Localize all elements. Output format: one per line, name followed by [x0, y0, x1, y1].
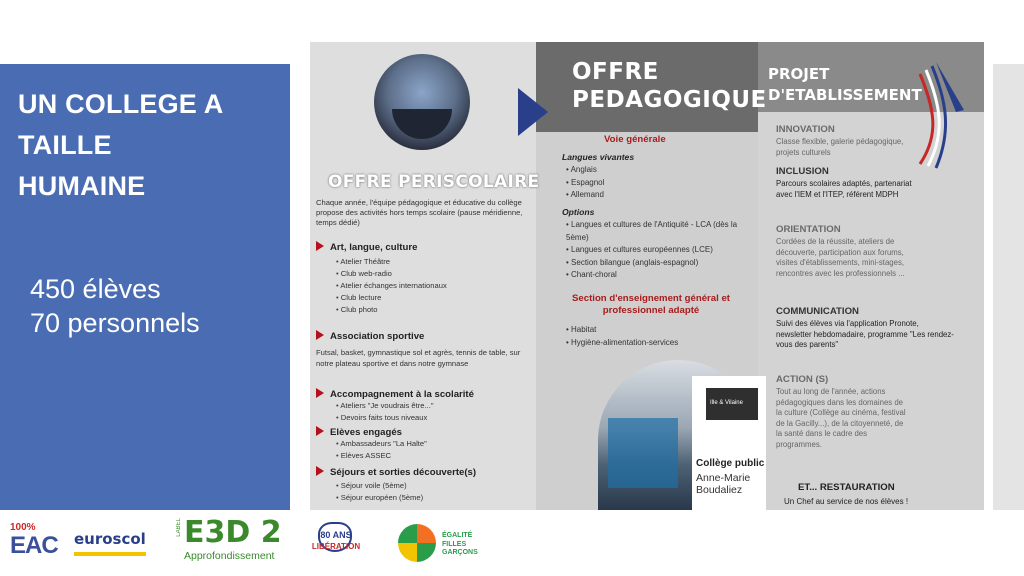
triangle-bullet-icon: [316, 330, 324, 340]
block-text: Tout au long de l'année, actions pédagogiques dans les domaines de la culture (Collège au cinéma, festival de la Gacilly...), de la citoyenneté, de la santé dans le cadre des programmes.: [776, 387, 906, 449]
egalite-line: FILLES: [442, 540, 467, 548]
triangle-bullet-icon: [316, 426, 324, 436]
list-item: • Chant-choral: [566, 269, 746, 282]
bullet-list: [566, 219, 746, 282]
list-item: • Club web-radio: [336, 268, 447, 280]
stats: [30, 272, 200, 340]
block-title-innovation: INNOVATION: [776, 124, 835, 135]
students-photo: [374, 54, 470, 150]
pedagogique-heading: [572, 58, 767, 114]
list-item: • Allemand: [566, 189, 604, 202]
bullet-list: [336, 438, 427, 462]
block-title-actions: ACTION (S): [776, 374, 829, 385]
restauration-title: ET... RESTAURATION: [798, 482, 895, 493]
title-line: TAILLE: [18, 130, 112, 160]
eac-logo-top: 100%: [10, 522, 36, 533]
title-panel: [0, 64, 290, 510]
block-text: Parcours scolaires adaptés, partenariat avec l'IEM et l'ITEP, référent MDPH: [776, 179, 912, 199]
title-line: UN COLLEGE A: [18, 89, 224, 119]
slide-title: [18, 84, 278, 207]
egalite-circle-icon: [398, 524, 436, 562]
bullet-list: [566, 164, 604, 202]
college-name: Collège public: [696, 458, 765, 469]
periscolaire-heading: OFFRE PERISCOLAIRE: [328, 172, 540, 192]
list-item: • Langues et cultures européennes (LCE): [566, 244, 746, 257]
section-title: Art, langue, culture: [316, 241, 417, 253]
block-title-communication: COMMUNICATION: [776, 306, 859, 317]
list-item: • Séjour européen (5ème): [336, 492, 423, 504]
langues-title: Langues vivantes: [562, 152, 635, 162]
euroscol-logo: [74, 530, 154, 558]
egalite-line: ÉGALITÉ: [442, 532, 473, 539]
heading-line: D'ETABLISSEMENT: [768, 86, 922, 104]
eac-logo: [10, 522, 58, 570]
bullet-list: [336, 256, 447, 316]
list-item: • Atelier Théâtre: [336, 256, 447, 268]
block-text: Classe flexible, galerie pédagogique, projets culturels: [776, 137, 904, 157]
list-item: • Habitat: [566, 324, 678, 337]
triangle-bullet-icon: [316, 466, 324, 476]
block-title-inclusion: INCLUSION: [776, 166, 829, 177]
egalite-logo: [398, 524, 488, 564]
periscolaire-intro: Chaque année, l'équipe pédagogique et éducative du collège propose des activités hors temps scolaire (pause méridienne, temps dédié): [316, 198, 523, 227]
list-item: • Ateliers "Je voudrais être...": [336, 400, 434, 412]
section-title: Séjours et sorties découverte(s): [316, 466, 476, 478]
section-title: Elèves engagés: [316, 426, 402, 438]
brochure-image: [310, 42, 984, 510]
egalite-text: [442, 532, 478, 558]
segpa-title: Section d'enseignement général et professionnel adapté: [572, 293, 730, 316]
heading-line: OFFRE: [572, 59, 659, 85]
triangle-bullet-icon: [316, 388, 324, 398]
stat-staff: 70 personnels: [30, 308, 200, 338]
list-item: • Devoirs faits tous niveaux: [336, 412, 434, 424]
e3d-logo-text: E3D 2: [184, 515, 282, 550]
list-item: • Langues et cultures de l'Antiquité - LCA (dès la 5ème): [566, 219, 746, 244]
bullet-list: [336, 400, 434, 424]
triangle-arrow-icon: [518, 88, 548, 136]
list-item: • Espagnol: [566, 177, 604, 190]
list-item: • Atelier échanges internationaux: [336, 280, 447, 292]
decorative-strip: [993, 64, 1024, 510]
projet-heading: [768, 64, 922, 106]
options-title: Options: [562, 207, 595, 217]
list-item: • Club photo: [336, 304, 447, 316]
e3d-logo-sub: Approfondissement: [184, 550, 275, 562]
title-line: HUMAINE: [18, 171, 146, 201]
bullet-list: [566, 324, 678, 349]
euroscol-logo-text: euroscol: [74, 530, 146, 548]
block-text: Suivi des élèves via l'application Pronote, newsletter hebdomadaire, programme "Les rendez-vous des parents": [776, 319, 954, 349]
list-item: • Séjour voile (5ème): [336, 480, 423, 492]
department-logo: [706, 388, 758, 420]
block-title-orientation: ORIENTATION: [776, 224, 841, 235]
egalite-line: GARÇONS: [442, 549, 478, 556]
ans-text: 80 ANS: [320, 530, 352, 540]
bullet-list: [336, 480, 423, 504]
college-subname: Anne-Marie Boudaliez: [696, 472, 751, 496]
list-item: • Section bilangue (anglais-espagnol): [566, 257, 746, 270]
voie-generale-title: Voie générale: [604, 134, 666, 145]
section-title: Association sportive: [316, 330, 424, 342]
list-item: • Elèves ASSEC: [336, 450, 427, 462]
triangle-bullet-icon: [316, 241, 324, 251]
stat-students: 450 élèves: [30, 274, 161, 304]
section-title: Accompagnement à la scolarité: [316, 388, 474, 400]
liberation-80-logo: [304, 518, 368, 572]
e3d-label-logo: [176, 516, 288, 574]
heading-line: PROJET: [768, 65, 830, 83]
block-text: Cordées de la réussite, ateliers de découverte, participation aux forums, visites d'établissements, mini-stages, rencontres avec les professionnels ...: [776, 237, 905, 278]
restauration-text: Un Chef au service de nos élèves !: [784, 497, 909, 506]
department-logo-text: Ille & Vilaine: [710, 400, 743, 406]
euroscol-bar: [74, 552, 146, 556]
list-item: • Hygiène-alimentation-services: [566, 337, 678, 350]
list-item: • Club lecture: [336, 292, 447, 304]
section-text: Futsal, basket, gymnastique sol et agrès, tennis de table, sur notre plateau sportive et dans notre gymnase: [316, 348, 521, 368]
heading-line: PEDAGOGIQUE: [572, 87, 767, 113]
eac-logo-text: EAC: [10, 532, 58, 559]
list-item: • Ambassadeurs "La Halte": [336, 438, 427, 450]
e3d-label-text: LABEL: [176, 518, 182, 537]
list-item: • Anglais: [566, 164, 604, 177]
logo-bar: [0, 512, 1024, 576]
liberation-text: LIBÉRATION: [311, 542, 361, 551]
